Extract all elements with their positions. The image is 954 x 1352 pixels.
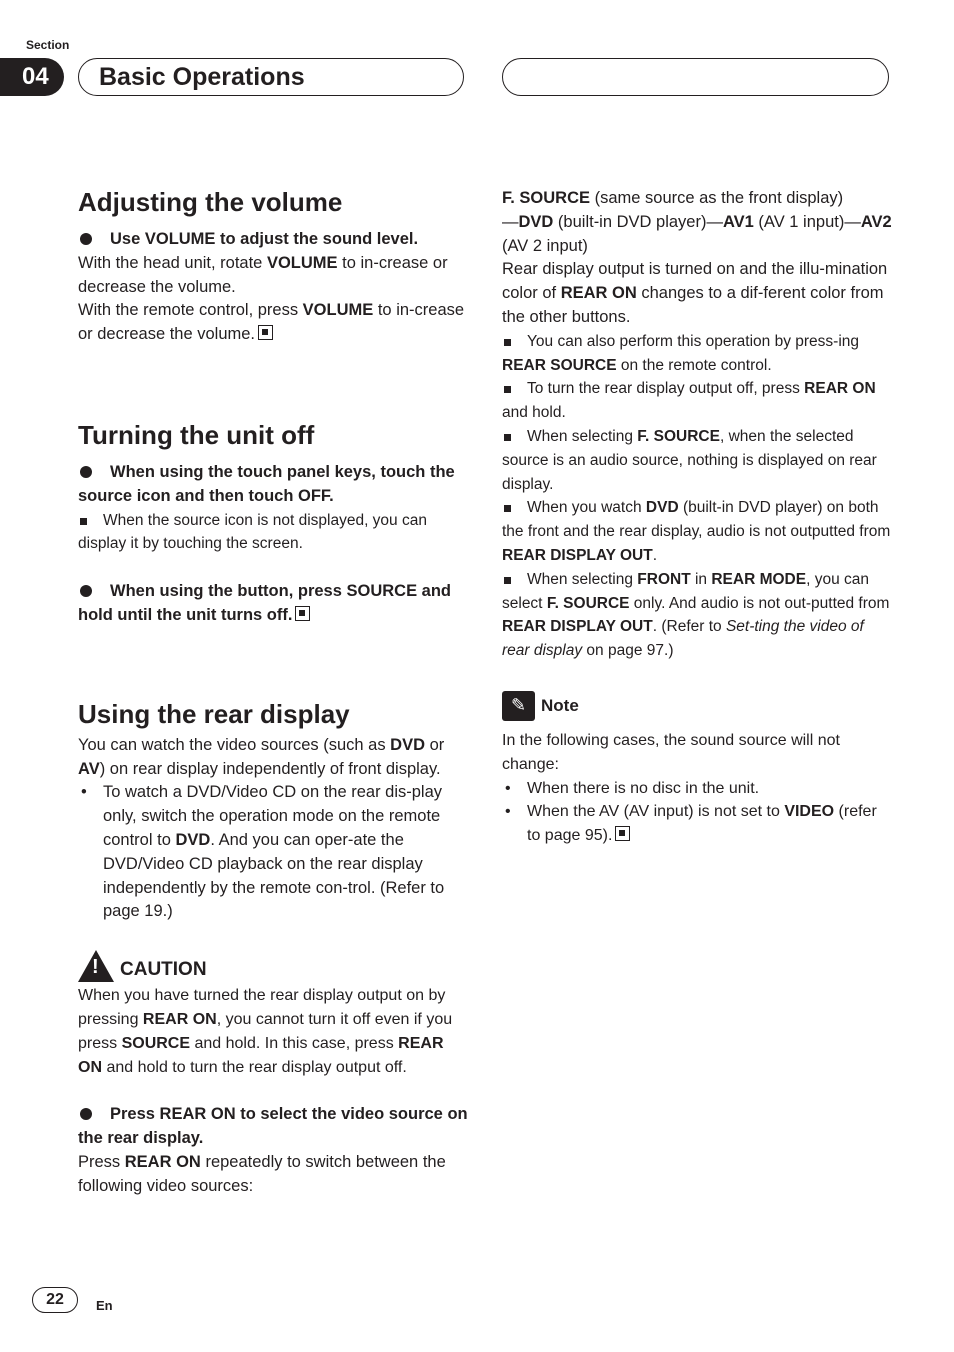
section-title — [78, 58, 464, 96]
language-label: En — [96, 1298, 113, 1313]
bullet-dot-icon: • — [81, 783, 87, 802]
end-mark-icon — [258, 325, 273, 340]
note-square-icon — [504, 434, 511, 441]
note-intro: In the following cases, the sound source will not change: — [502, 731, 840, 773]
rear-display-intro: You can watch the video sources (such as DVD or AV) on rear display independently of front display. — [78, 735, 445, 778]
caution-heading — [78, 950, 468, 982]
note-square-icon — [504, 505, 511, 512]
note-label: Note — [541, 696, 579, 716]
unit-off-step-1-text: When using the touch panel keys, touch the source icon and then touch OFF. — [78, 462, 455, 505]
note-square-icon — [504, 339, 511, 346]
warning-icon: ! — [78, 950, 114, 982]
bullet-dot-icon — [80, 466, 92, 478]
end-mark-icon — [615, 826, 630, 841]
note-f-source: When selecting F. SOURCE, when the selected source is an audio source, nothing is displayed on rear display. — [502, 427, 877, 493]
bullet-dot-icon — [80, 233, 92, 245]
video-sources-list: F. SOURCE (same source as the front display) —DVD (built-in DVD player)—AV1 (AV 1 input)—AV2 (AV 2 input) — [502, 189, 892, 255]
volume-remote-text: With the remote control, press VOLUME to in-crease or decrease the volume. — [78, 301, 465, 344]
note-bullet-2: • When the AV (AV input) is not set to VIDEO (refer to page 95). — [502, 800, 892, 848]
heading-adjusting-volume: Adjusting the volume — [78, 187, 343, 217]
bullet-dot-icon: • — [505, 803, 511, 821]
section-title-text: Basic Operations — [99, 62, 305, 91]
rear-output-text: Rear display output is turned on and the illu-mination color of REAR ON changes to a dif-ferent color from the other buttons. — [502, 260, 888, 326]
note-dvd-audio: When you watch DVD (built-in DVD player) on both the front and the rear display, audio is not outputted from REAR DISPLAY OUT. — [502, 499, 891, 564]
bullet-dot-icon — [80, 1108, 92, 1120]
note-square-icon — [504, 577, 511, 584]
page-number: 22 — [32, 1287, 78, 1313]
note-turn-off: To turn the rear display output off, press REAR ON and hold. — [502, 380, 876, 422]
rear-display-press-text: Press REAR ON repeatedly to switch between the following video sources: — [78, 1152, 446, 1195]
bullet-dot-icon: • — [505, 779, 511, 797]
volume-step-text: Use VOLUME to adjust the sound level. — [110, 230, 419, 248]
heading-turning-unit-off: Turning the unit off — [78, 419, 315, 450]
rear-display-step — [78, 1103, 468, 1151]
unit-off-step-2 — [78, 580, 468, 628]
note-square-icon — [504, 386, 511, 393]
caution-label: CAUTION — [120, 959, 207, 981]
note-square-icon — [80, 518, 87, 525]
note-rear-source: You can also perform this operation by press-ing REAR SOURCE on the remote control. — [502, 332, 860, 374]
caution-text: When you have turned the rear display output on by pressing REAR ON, you cannot turn it off even if you press SOURCE and hold. In this case, press REAR ON and hold to turn the rear display output off. — [78, 987, 453, 1076]
volume-head-unit-text: With the head unit, rotate VOLUME to in-crease or decrease the volume. — [78, 253, 448, 296]
rear-display-bullet: • To watch a DVD/Video CD on the rear dis-play only, switch the operation mode on the remote control to DVD. And you can oper-ate the DVD/Video CD playback on the rear display independently by the remote con-trol. (Refer to page 19.) — [81, 783, 445, 921]
note-rear-mode: When selecting FRONT in REAR MODE, you can select F. SOURCE only. And audio is not out-putted from REAR DISPLAY OUT. (Refer to Set-ting the video of rear display on page 97.) — [502, 570, 890, 660]
header-right-box — [502, 58, 889, 96]
heading-using-rear-display: Using the rear display — [78, 698, 350, 729]
rear-display-step-text: Press REAR ON to select the video source on the rear display. — [78, 1105, 468, 1148]
section-number: 04 — [0, 58, 64, 96]
left-column — [78, 186, 468, 1199]
pencil-icon: ✎ — [502, 691, 535, 721]
unit-off-step-2-text: When using the button, press SOURCE and hold until the unit turns off. — [78, 582, 452, 624]
end-mark-icon — [295, 606, 310, 621]
bullet-dot-icon — [80, 585, 92, 597]
unit-off-note-1: When the source icon is not displayed, you can display it by touching the screen. — [78, 511, 427, 553]
section-label: Section — [26, 38, 70, 52]
volume-step — [78, 228, 468, 252]
note-heading — [502, 691, 892, 721]
right-column — [502, 187, 892, 848]
note-bullet-1: • When there is no disc in the unit. — [502, 777, 892, 801]
unit-off-step-1 — [78, 461, 468, 509]
